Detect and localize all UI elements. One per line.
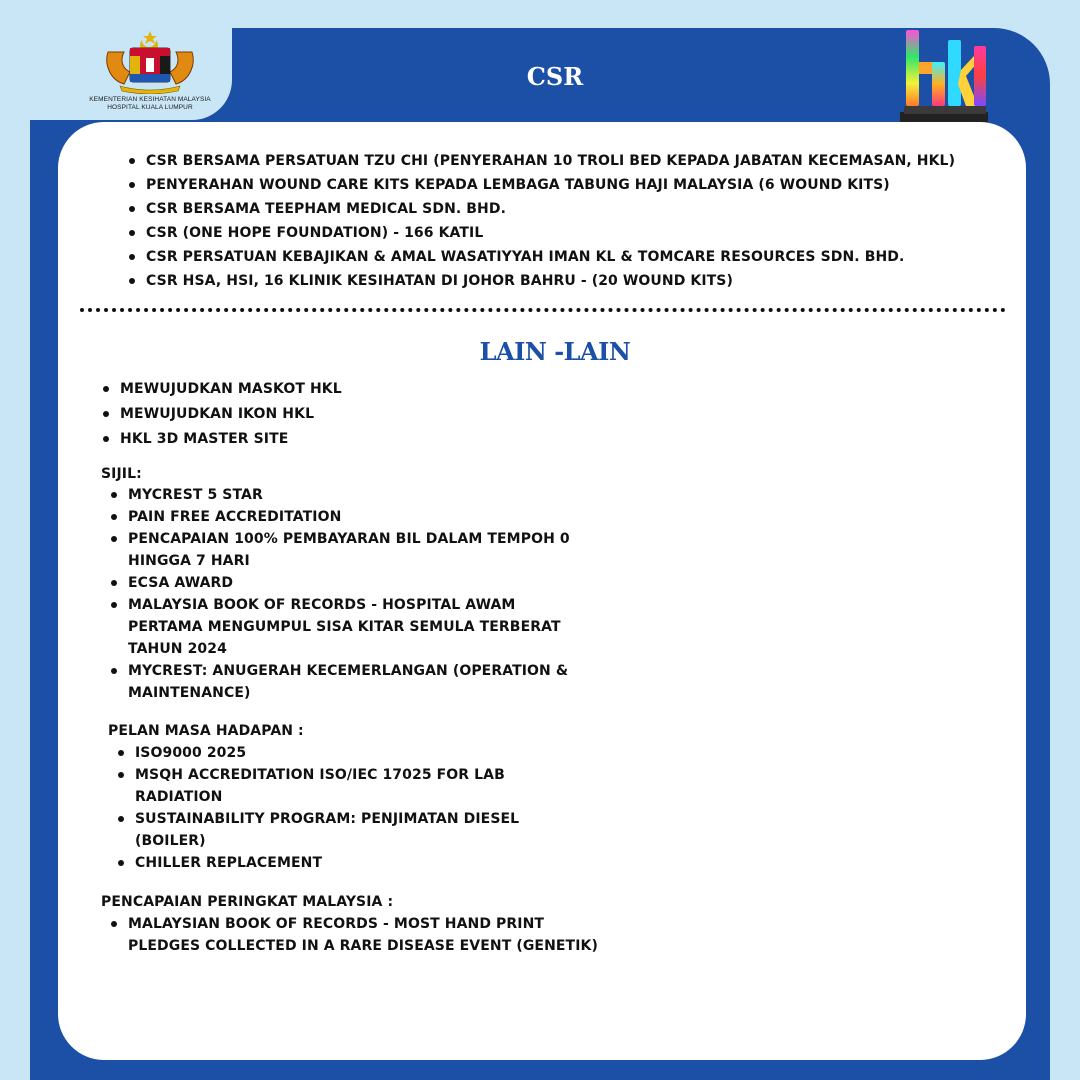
pelan-list [135, 742, 535, 874]
list-item: CSR BERSAMA PERSATUAN TZU CHI (PENYERAHAN 10 TROLI BED KEPADA JABATAN KECEMASAN, HKL) [146, 150, 1026, 174]
list-item: HKL 3D MASTER SITE [120, 428, 620, 453]
list-item: MALAYSIA BOOK OF RECORDS - HOSPITAL AWAM PERTAMA MENGUMPUL SISA KITAR SEMULA TERBERAT TAHUN 2024 [128, 594, 573, 660]
list-item: MSQH ACCREDITATION ISO/IEC 17025 FOR LAB RADIATION [135, 764, 535, 808]
list-item: MALAYSIAN BOOK OF RECORDS - MOST HAND PRINT PLEDGES COLLECTED IN A RARE DISEASE EVENT (GENETIK) [128, 913, 608, 957]
csr-list [146, 150, 1026, 294]
malaysia-coat-of-arms-icon [102, 30, 198, 94]
list-item: PENYERAHAN WOUND CARE KITS KEPADA LEMBAGA TABUNG HAJI MALAYSIA (6 WOUND KITS) [146, 174, 1026, 198]
list-item: SUSTAINABILITY PROGRAM: PENJIMATAN DIESEL (BOILER) [135, 808, 535, 852]
ministry-logo [75, 30, 225, 120]
dotted-divider [80, 308, 1006, 312]
list-item: CHILLER REPLACEMENT [135, 852, 535, 874]
list-item: PENCAPAIAN 100% PEMBAYARAN BIL DALAM TEMPOH 0 HINGGA 7 HARI [128, 528, 573, 572]
page-title: CSR [526, 62, 584, 91]
list-item: CSR HSA, HSI, 16 KLINIK KESIHATAN DI JOHOR BAHRU - (20 WOUND KITS) [146, 270, 1026, 294]
list-item: CSR BERSAMA TEEPHAM MEDICAL SDN. BHD. [146, 198, 1026, 222]
list-item: MYCREST 5 STAR [128, 484, 573, 506]
pencapaian-heading: PENCAPAIAN PERINGKAT MALAYSIA : [101, 894, 394, 910]
list-item: MEWUJUDKAN MASKOT HKL [120, 378, 620, 403]
list-item: PAIN FREE ACCREDITATION [128, 506, 573, 528]
org-line-2: HOSPITAL KUALA LUMPUR [107, 104, 193, 111]
list-item: ECSA AWARD [128, 572, 573, 594]
pelan-heading: PELAN MASA HADAPAN : [108, 723, 304, 739]
sijil-list [128, 484, 573, 704]
list-item: MYCREST: ANUGERAH KECEMERLANGAN (OPERATION & MAINTENANCE) [128, 660, 573, 704]
list-item: MEWUJUDKAN IKON HKL [120, 403, 620, 428]
list-item: ISO9000 2025 [135, 742, 535, 764]
sijil-heading: SIJIL: [101, 466, 142, 482]
list-item: CSR (ONE HOPE FOUNDATION) - 166 KATIL [146, 222, 1026, 246]
list-item: CSR PERSATUAN KEBAJIKAN & AMAL WASATIYYAH IMAN KL & TOMCARE RESOURCES SDN. BHD. [146, 246, 1026, 270]
org-line-1: KEMENTERIAN KESIHATAN MALAYSIA [89, 96, 211, 103]
pencapaian-list [128, 913, 608, 957]
section-title-lain: LAIN -LAIN [479, 337, 631, 366]
lain-list [120, 378, 620, 453]
hkl-logo-icon [896, 26, 996, 126]
